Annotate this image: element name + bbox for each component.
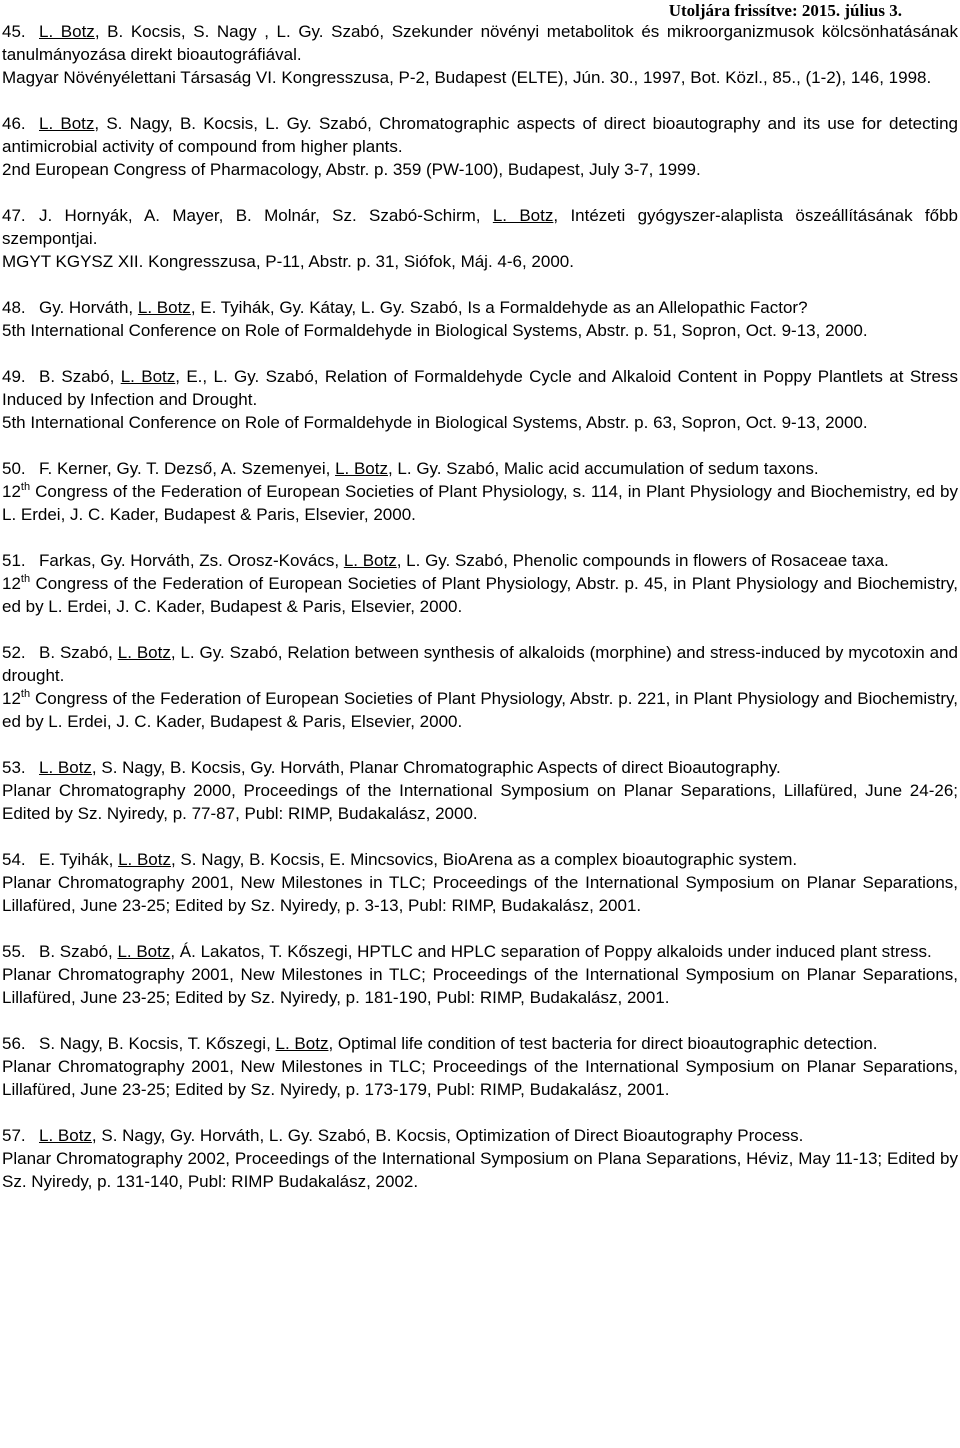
entry-number: 50. <box>2 459 26 478</box>
co-authors: , <box>328 1034 338 1053</box>
author-link[interactable]: L. Botz <box>39 22 95 41</box>
authors-before: Farkas, Gy. Horváth, Zs. Orosz-Kovács, <box>39 551 344 570</box>
entry-title: Is a Formaldehyde as an Allelopathic Factor? <box>467 298 808 317</box>
co-authors: , S. Nagy, B. Kocsis, E. Mincsovics, <box>170 850 443 869</box>
publication-entry-48 <box>2 296 958 342</box>
entry-source: 5th International Conference on Role of Formaldehyde in Biological Systems, Abstr. p. 51, Sopron, Oct. 9-13, 2000. <box>2 321 868 340</box>
author-link[interactable]: L. Botz <box>137 298 191 317</box>
entry-number: 55. <box>2 942 26 961</box>
publication-entry-46 <box>2 112 958 181</box>
entry-title: Malic acid accumulation of sedum taxons. <box>503 459 819 478</box>
entry-source <box>2 480 958 526</box>
congress-number: 12 <box>2 574 21 593</box>
entry-title: Szekunder növényi metabolitok és mikroorganizmusok kölcsönhatásának tanulmányozása direkt bioautográfiával. <box>2 22 958 64</box>
entry-title: Chromatographic aspects of direct bioautography and its use for detecting antimicrobial activity of compound from higher plants. <box>2 114 958 156</box>
publication-entry-54 <box>2 848 958 917</box>
authors-before: Gy. Horváth, <box>39 298 138 317</box>
publication-entry-49 <box>2 365 958 434</box>
entry-title: Relation between synthesis of alkaloids (morphine) and stress-induced by mycotoxin and drought. <box>2 643 958 685</box>
author-link[interactable]: L. Botz <box>275 1034 329 1053</box>
entry-number: 45. <box>2 22 26 41</box>
entry-title: HPTLC and HPLC separation of Poppy alkaloids under induced plant stress. <box>357 942 932 961</box>
publication-entry-53 <box>2 756 958 825</box>
author-link[interactable]: L. Botz <box>118 850 171 869</box>
author-link[interactable]: L. Botz <box>492 206 554 225</box>
co-authors: , E. Tyihák, Gy. Kátay, L. Gy. Szabó, <box>190 298 468 317</box>
author-link[interactable]: L. Botz <box>120 367 176 386</box>
publication-entry-47 <box>2 204 958 273</box>
entry-number: 52. <box>2 643 26 662</box>
entry-source: Planar Chromatography 2001, New Milestones in TLC; Proceedings of the International Symposium on Planar Separations, Lillafüred, June 23-25; Edited by Sz. Nyiredy, p. 3-13, Publ: RIMP, Budakalász, 2001. <box>2 873 958 915</box>
author-link[interactable]: L. Botz <box>343 551 397 570</box>
entry-source: Planar Chromatography 2002, Proceedings of the International Symposium on Plana Separations, Héviz, May 11-13; Edited by Sz. Nyiredy, p. 131-140, Publ: RIMP Budakalász, 2002. <box>2 1149 958 1191</box>
authors-before: J. Hornyák, A. Mayer, B. Molnár, Sz. Szabó-Schirm, <box>39 206 493 225</box>
entry-number: 48. <box>2 298 26 317</box>
entry-number: 47. <box>2 206 26 225</box>
co-authors: , E., L. Gy. Szabó, <box>175 367 325 386</box>
ordinal-suffix: th <box>20 481 31 493</box>
co-authors: , <box>553 206 571 225</box>
congress-number: 12 <box>2 482 21 501</box>
entry-number: 53. <box>2 758 26 777</box>
entry-title: Optimal life condition of test bacteria for direct bioautographic detection. <box>337 1034 878 1053</box>
entry-title: Planar Chromatographic Aspects of direct Bioautography. <box>349 758 781 777</box>
publication-entry-56 <box>2 1032 958 1101</box>
entry-heading <box>2 365 958 411</box>
source-text: Congress of the Federation of European Societies of Plant Physiology, Abstr. p. 45, in Plant Physiology and Biochemistry, ed by L. Erdei, J. C. Kader, Budapest & Paris, Elsevier, 2000. <box>2 574 958 616</box>
source-text: Congress of the Federation of European Societies of Plant Physiology, s. 114, in Plant Physiology and Biochemistry, ed by L. Erdei, J. C. Kader, Budapest & Paris, Elsevier, 2000. <box>2 482 958 524</box>
authors-before: F. Kerner, Gy. T. Dezső, A. Szemenyei, <box>39 459 336 478</box>
entry-source <box>2 687 958 733</box>
entry-number: 57. <box>2 1126 26 1145</box>
entry-title: Intézeti gyógyszer-alaplista öszeállításának főbb szempontjai. <box>2 206 959 248</box>
co-authors: , L. Gy. Szabó, <box>170 643 288 662</box>
entry-heading <box>2 1124 958 1147</box>
entry-heading <box>2 457 958 480</box>
author-link[interactable]: L. Botz <box>117 942 171 961</box>
entry-heading <box>2 204 958 250</box>
publication-entry-51 <box>2 549 958 618</box>
entry-number: 56. <box>2 1034 26 1053</box>
entry-heading <box>2 20 958 66</box>
entry-number: 54. <box>2 850 26 869</box>
publication-entry-50 <box>2 457 958 526</box>
co-authors: , L. Gy. Szabó, <box>396 551 513 570</box>
entry-heading <box>2 940 958 963</box>
author-link[interactable]: L. Botz <box>39 114 95 133</box>
publication-entry-45 <box>2 20 958 89</box>
entry-title: Optimization of Direct Bioautography Process. <box>455 1126 804 1145</box>
co-authors: , S. Nagy, B. Kocsis, L. Gy. Szabó, <box>94 114 380 133</box>
authors-before: B. Szabó, <box>39 643 118 662</box>
ordinal-suffix: th <box>20 573 31 585</box>
entry-heading <box>2 848 958 871</box>
entry-source: Planar Chromatography 2001, New Milestones in TLC; Proceedings of the International Symposium on Planar Separations, Lillafüred, June 23-25; Edited by Sz. Nyiredy, p. 181-190, Publ: RIMP, Budakalász, 2001. <box>2 965 958 1007</box>
entry-source: MGYT KGYSZ XII. Kongresszusa, P-11, Abstr. p. 31, Siófok, Máj. 4-6, 2000. <box>2 252 574 271</box>
entry-source: Magyar Növényélettani Társaság VI. Kongresszusa, P-2, Budapest (ELTE), Jún. 30., 1997, Bot. Közl., 85., (1-2), 146, 1998. <box>2 68 932 87</box>
entry-heading <box>2 641 958 687</box>
authors-before: S. Nagy, B. Kocsis, T. Kőszegi, <box>39 1034 276 1053</box>
entry-title: Phenolic compounds in flowers of Rosaceae taxa. <box>512 551 889 570</box>
entry-heading <box>2 549 958 572</box>
co-authors: , S. Nagy, Gy. Horváth, L. Gy. Szabó, B. Kocsis, <box>91 1126 456 1145</box>
congress-number: 12 <box>2 689 21 708</box>
publication-entry-52 <box>2 641 958 733</box>
author-link[interactable]: L. Botz <box>39 758 92 777</box>
entry-number: 51. <box>2 551 26 570</box>
co-authors: , B. Kocsis, S. Nagy , L. Gy. Szabó, <box>94 22 392 41</box>
entry-number: 49. <box>2 367 26 386</box>
entry-heading <box>2 296 958 319</box>
entry-source: Planar Chromatography 2001, New Milestones in TLC; Proceedings of the International Symposium on Planar Separations, Lillafüred, June 23-25; Edited by Sz. Nyiredy, p. 173-179, Publ: RIMP, Budakalász, 2001. <box>2 1057 958 1099</box>
authors-before: E. Tyihák, <box>39 850 119 869</box>
author-link[interactable]: L. Botz <box>117 643 171 662</box>
ordinal-suffix: th <box>20 688 31 700</box>
entry-source: 5th International Conference on Role of Formaldehyde in Biological Systems, Abstr. p. 63, Sopron, Oct. 9-13, 2000. <box>2 413 868 432</box>
entry-source: 2nd European Congress of Pharmacology, Abstr. p. 359 (PW-100), Budapest, July 3-7, 1999. <box>2 160 701 179</box>
authors-before: B. Szabó, <box>39 942 118 961</box>
entry-title: Relation of Formaldehyde Cycle and Alkaloid Content in Poppy Plantlets at Stress Induced by Infection and Drought. <box>2 367 959 409</box>
entry-heading <box>2 1032 958 1055</box>
entry-source <box>2 572 958 618</box>
entry-number: 46. <box>2 114 26 133</box>
co-authors: , Á. Lakatos, T. Kőszegi, <box>170 942 358 961</box>
last-updated-note: Utoljára frissítve: 2015. július 3. <box>668 1 902 20</box>
publication-list <box>2 20 958 1216</box>
publication-entry-55 <box>2 940 958 1009</box>
publication-entry-57 <box>2 1124 958 1193</box>
entry-heading <box>2 112 958 158</box>
author-link[interactable]: L. Botz <box>39 1126 92 1145</box>
authors-before: B. Szabó, <box>39 367 121 386</box>
author-link[interactable]: L. Botz <box>335 459 388 478</box>
entry-source: Planar Chromatography 2000, Proceedings of the International Symposium on Planar Separations, Lillafüred, June 24-26; Edited by Sz. Nyiredy, p. 77-87, Publ: RIMP, Budakalász, 2000. <box>2 781 958 823</box>
co-authors: , L. Gy. Szabó, <box>387 459 504 478</box>
co-authors: , S. Nagy, B. Kocsis, Gy. Horváth, <box>91 758 350 777</box>
entry-heading <box>2 756 958 779</box>
entry-title: BioArena as a complex bioautographic system. <box>442 850 798 869</box>
source-text: Congress of the Federation of European Societies of Plant Physiology, Abstr. p. 221, in Plant Physiology and Biochemistry, ed by L. Erdei, J. C. Kader, Budapest & Paris, Elsevier, 2000. <box>2 689 958 731</box>
